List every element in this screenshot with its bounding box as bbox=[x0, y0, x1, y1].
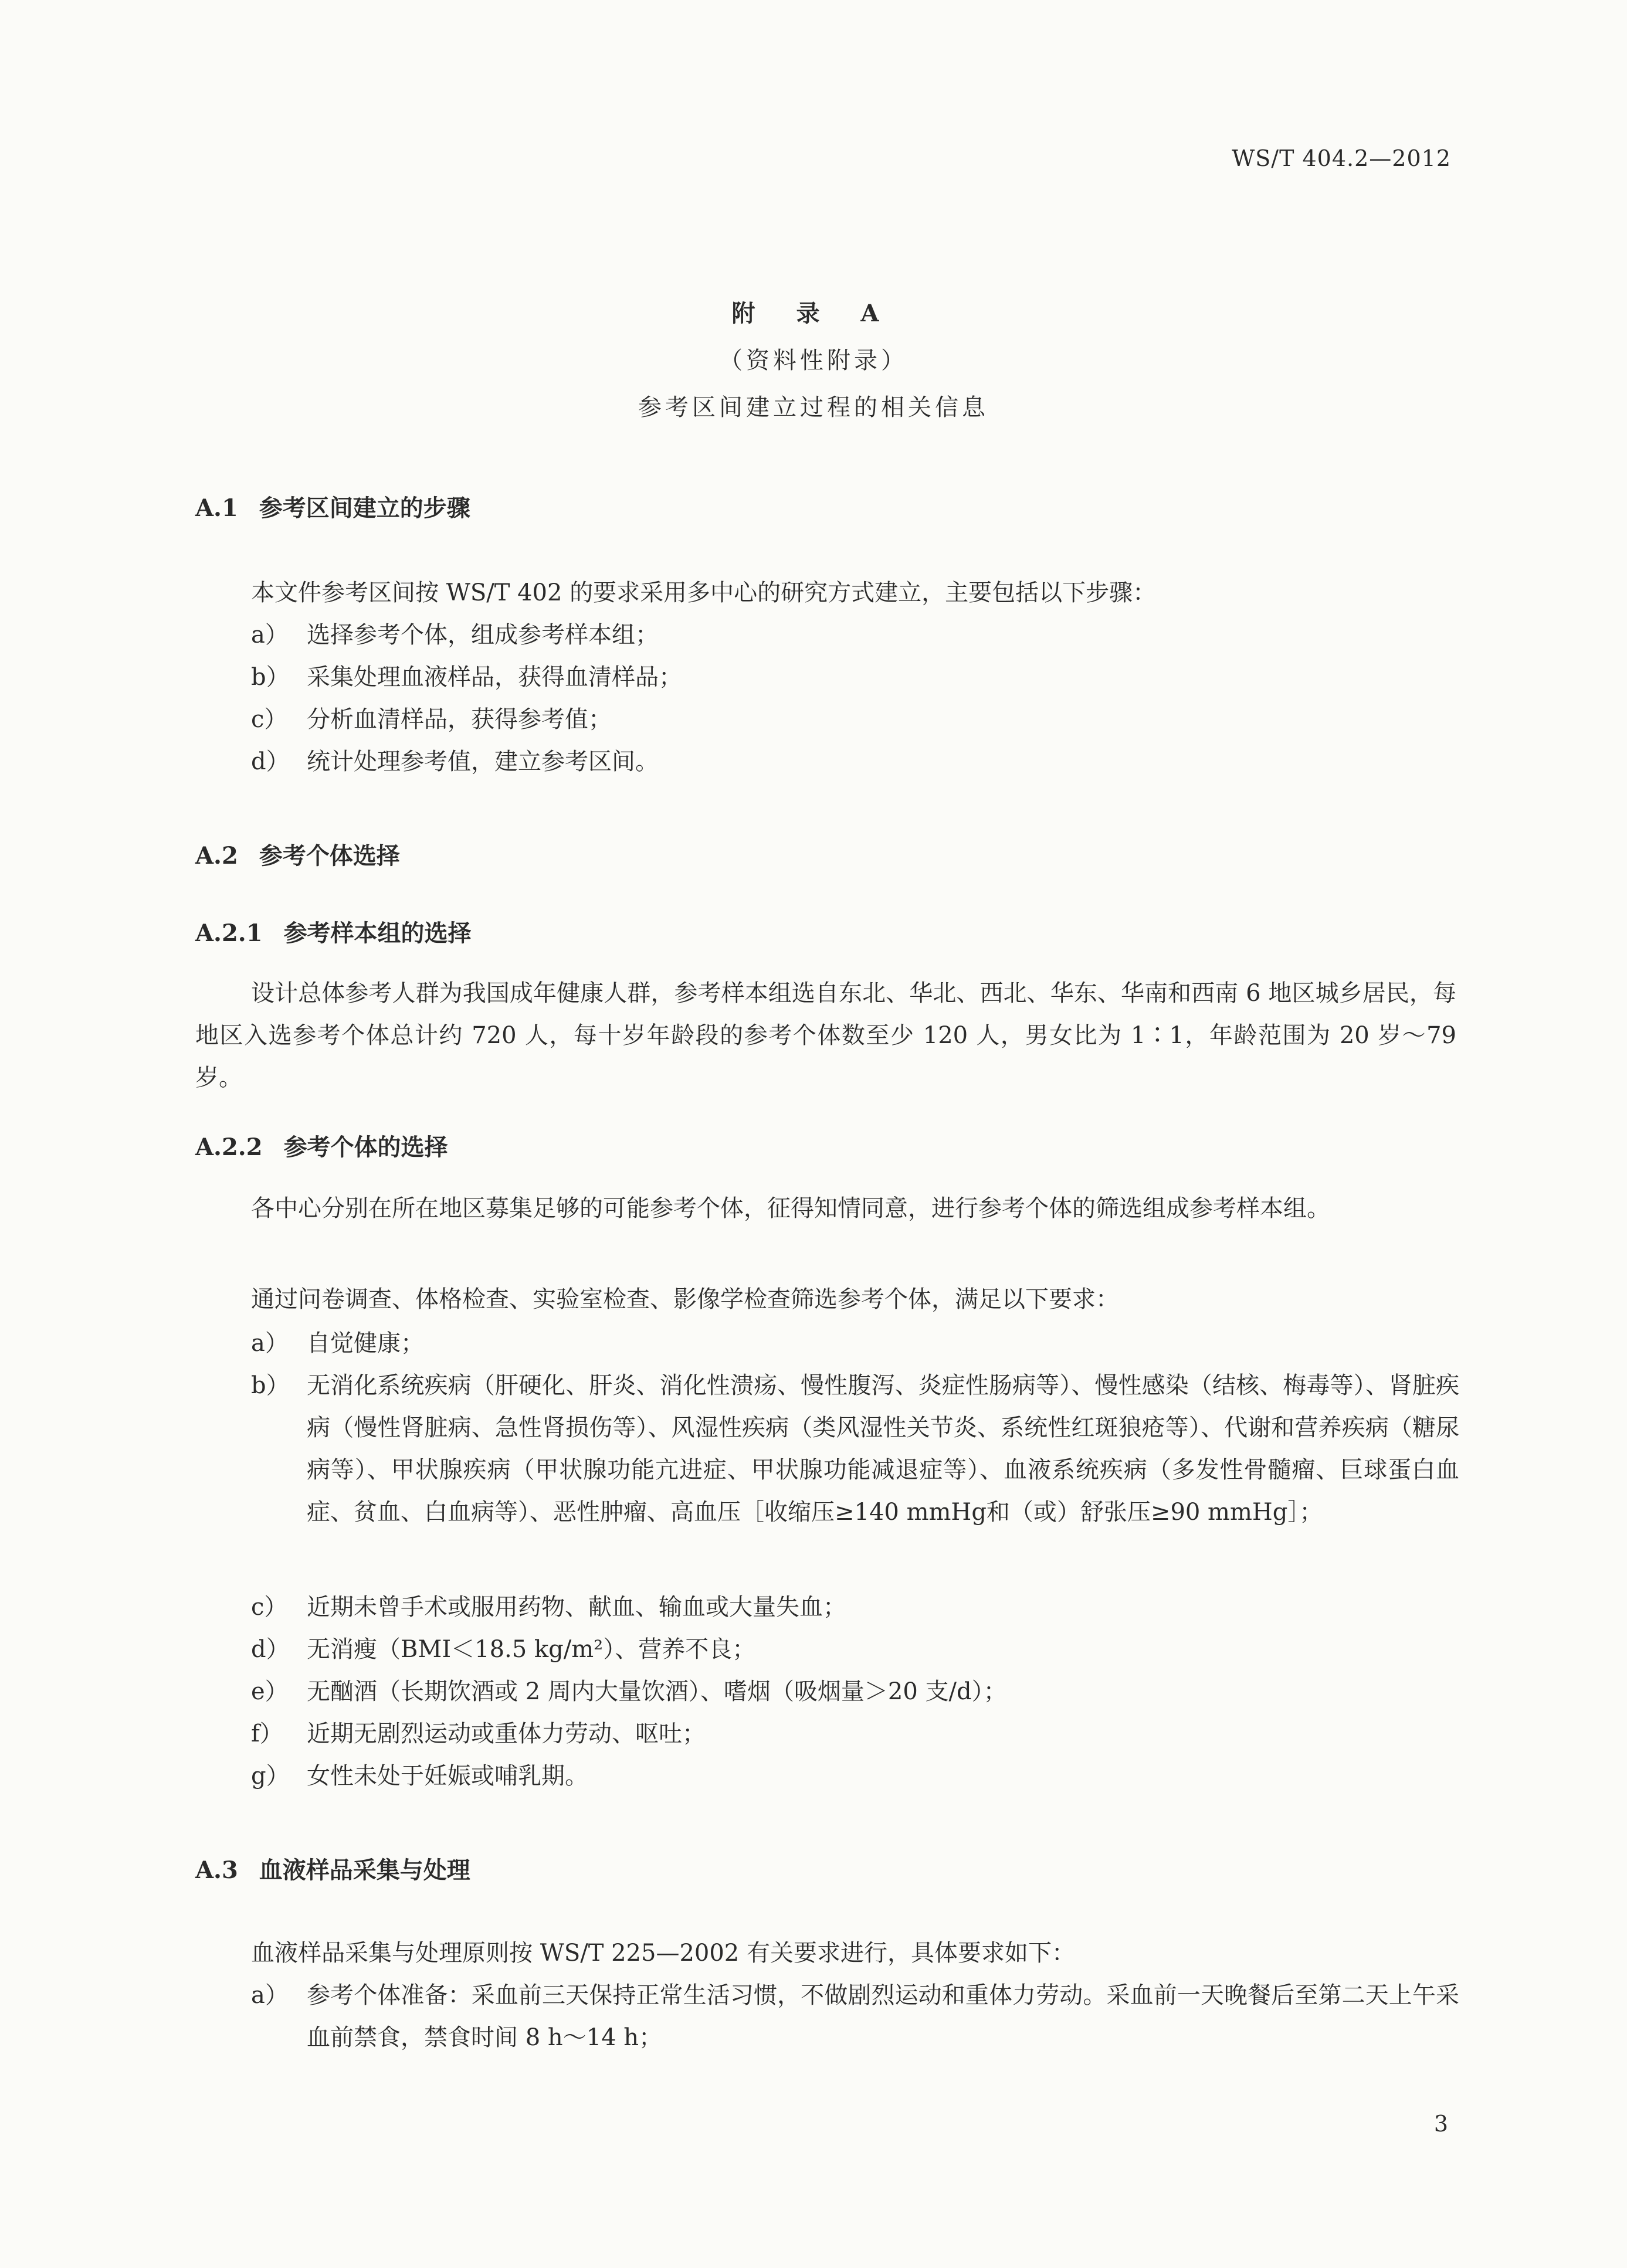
section-number: A.2 bbox=[195, 842, 238, 870]
section-title: 参考个体的选择 bbox=[283, 1133, 448, 1161]
section-title: 血液样品采集与处理 bbox=[259, 1856, 470, 1884]
page-number: 3 bbox=[1433, 2111, 1448, 2137]
list-item: c） 分析血清样品，获得参考值； bbox=[251, 706, 612, 733]
section-a21-heading bbox=[195, 915, 472, 948]
list-item: c） 近期未曾手术或服用药物、献血、输血或大量失血； bbox=[251, 1594, 846, 1621]
appendix-label: 附 录 A bbox=[731, 300, 896, 327]
section-number: A.3 bbox=[195, 1856, 238, 1884]
section-a2-heading bbox=[195, 837, 400, 871]
list-item: d） 统计处理参考值，建立参考区间。 bbox=[251, 748, 659, 775]
list-item: b） 采集处理血液样品，获得血清样品； bbox=[251, 664, 682, 691]
list-item: f） 近期无剧烈运动或重体力劳动、呕吐； bbox=[251, 1720, 706, 1747]
section-a22-paragraph-2: 通过问卷调查、体格检查、实验室检查、影像学检查筛选参考个体，满足以下要求： bbox=[251, 1286, 1119, 1313]
appendix-name: 参考区间建立过程的相关信息 bbox=[638, 394, 989, 421]
section-a1-heading bbox=[195, 490, 470, 523]
section-a3-heading bbox=[195, 1852, 470, 1885]
list-item: g） 女性未处于妊娠或哺乳期。 bbox=[251, 1763, 588, 1790]
section-title: 参考个体选择 bbox=[259, 842, 400, 870]
appendix-title-block bbox=[0, 290, 1627, 431]
list-item: a） 选择参考个体，组成参考样本组； bbox=[251, 622, 659, 649]
section-a3-intro: 血液样品采集与处理原则按 WS/T 225—2002 有关要求进行，具体要求如下： bbox=[251, 1940, 1075, 1967]
list-item: d） 无消瘦（BMI＜18.5 kg/m²）、营养不良； bbox=[251, 1636, 756, 1663]
appendix-type: （资料性附录） bbox=[719, 347, 908, 374]
standard-code: WS/T 404.2—2012 bbox=[1232, 145, 1451, 171]
list-item: b） 无消化系统疾病（肝硬化、肝炎、消化性溃疡、慢性腹泻、炎症性肠病等）、慢性感染（结核、梅毒等）、肾脏疾病（慢性肾脏病、急性肾损伤等）、风湿性疾病（类风湿性关节炎、系统性红斑狼疮等）、代谢和营养疾病（糖尿病等）、甲状腺疾病（甲状腺功能亢进症、甲状腺功能减退症等）、血液系统疾病（多发性骨髓瘤、巨球蛋白血症、贫血、白血病等）、恶性肿瘤、高血压［收缩压≥140 mmHg和（或）舒张压≥90 mmHg］； bbox=[251, 1372, 1459, 1526]
section-a21-paragraph: 设计总体参考人群为我国成年健康人群，参考样本组选自东北、华北、西北、华东、华南和西南 6 地区城乡居民，每地区入选参考个体总计约 720 人，每十岁年龄段的参考个体数至少 120 人，男女比为 1∶1，年龄范围为 20 岁～79 岁。 bbox=[195, 980, 1456, 1091]
section-title: 参考区间建立的步骤 bbox=[259, 494, 470, 522]
section-a1-intro: 本文件参考区间按 WS/T 402 的要求采用多中心的研究方式建立，主要包括以下步骤： bbox=[251, 579, 1157, 606]
section-number: A.2.2 bbox=[195, 1133, 263, 1161]
list-item: e） 无酗酒（长期饮酒或 2 周内大量饮酒）、嗜烟（吸烟量＞20 支/d）； bbox=[251, 1678, 1007, 1705]
section-a22-heading bbox=[195, 1129, 448, 1162]
section-number: A.1 bbox=[195, 494, 238, 522]
section-number: A.2.1 bbox=[195, 919, 263, 947]
list-item: a） 自觉健康； bbox=[251, 1330, 424, 1357]
section-a22-paragraph-1: 各中心分别在所在地区募集足够的可能参考个体，征得知情同意，进行参考个体的筛选组成参考样本组。 bbox=[251, 1195, 1330, 1222]
list-item: a） 参考个体准备：采血前三天保持正常生活习惯，不做剧烈运动和重体力劳动。采血前一天晚餐后至第二天上午采血前禁食，禁食时间 8 h～14 h； bbox=[251, 1982, 1459, 2051]
section-title: 参考样本组的选择 bbox=[283, 919, 472, 947]
